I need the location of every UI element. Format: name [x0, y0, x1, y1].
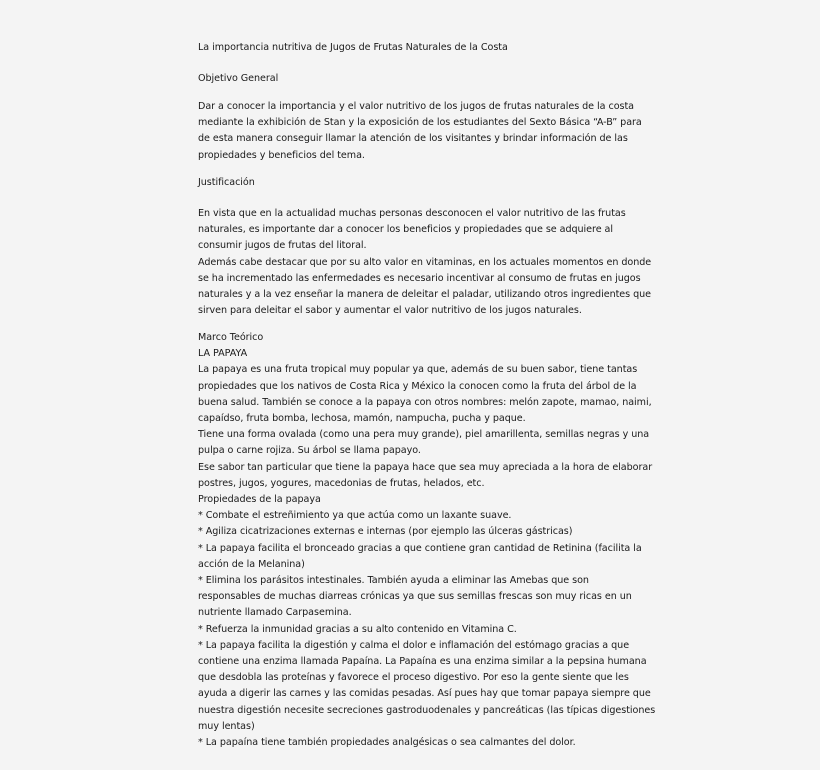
text-line: buena salud. También se conoce a la papaya con otros nombres: melón zapote, mamao, naimi,: [198, 396, 652, 408]
text-line: se ha incrementado las enfermedades es necesario incentivar al consumo de frutas en jugos: [198, 272, 641, 284]
text-line: nutriente llamado Carpasemina.: [198, 607, 352, 619]
bullet-item: * La papaína tiene también propiedades analgésicas o sea calmantes del dolor.: [198, 737, 576, 749]
heading-objetivo-general: Objetivo General: [198, 73, 279, 84]
text-line: que desdobla las proteínas y favorece el proceso digestivo. Por eso la gente siente que les: [198, 672, 629, 684]
text-line: muy lentas): [198, 720, 255, 732]
document-title: La importancia nutritiva de Jugos de Frutas Naturales de la Costa: [198, 42, 508, 53]
text-line: postres, jugos, yogures, macedonias de frutas, helados, etc.: [198, 477, 485, 489]
text-line: ayuda a digerir las carnes y las comidas pesadas. Así pues hay que tomar papaya siempre que: [198, 688, 651, 700]
section-marco-teorico: [198, 330, 655, 751]
heading-justificacion: Justificación: [198, 177, 255, 188]
text-line: naturales, es importante dar a conocer los beneficios y propiedades que se adquiere al: [198, 224, 614, 236]
text-line: responsables de muchas diarreas crónicas ya que sus semillas frescas son muy ricas en un: [198, 591, 632, 603]
text-line: contiene una enzima llamada Papaína. La Papaína es una enzima similar a la pepsina humana: [198, 656, 647, 668]
text-line: pulpa o carne rojiza. Su árbol se llama papayo.: [198, 445, 421, 457]
text-line: nuestra digestión necesite secreciones gastroduodenales y pancreáticas (las típicas digestiones: [198, 704, 656, 716]
text-line: Tiene una forma ovalada (como una pera muy grande), piel amarillenta, semillas negras y una: [198, 429, 650, 441]
text-line: propiedades y beneficios del tema.: [198, 149, 365, 161]
bullet-item: * Elimina los parásitos intestinales. También ayuda a eliminar las Amebas que son: [198, 575, 589, 587]
text-line: Dar a conocer la importancia y el valor nutritivo de los jugos de frutas naturales de la costa: [198, 101, 635, 112]
bullet-item: * La papaya facilita el bronceado gracias a que contiene gran cantidad de Retinina (facilita la: [198, 542, 642, 554]
subheading-la-papaya: LA PAPAYA: [198, 348, 248, 360]
bullet-item: * La papaya facilita la digestión y calma el dolor e inflamación del estómago gracias a que: [198, 639, 630, 651]
text-line: acción de la Melanina): [198, 558, 305, 570]
bullet-item: * Agiliza cicatrizaciones externas e internas (por ejemplo las úlceras gástricas): [198, 526, 573, 538]
text-line: propiedades que los nativos de Costa Rica y México la conocen como la fruta del árbol de la: [198, 380, 637, 392]
text-line: sirven para deleitar el sabor y aumentar el valor nutritivo de los jugos naturales.: [198, 305, 582, 317]
text-line: capaídso, fruta bomba, lechosa, mamón, nampucha, pucha y paque.: [198, 413, 526, 425]
text-line: consumir jugos de frutas del litoral.: [198, 240, 367, 252]
text-line: Además cabe destacar que por su alto valor en vitaminas, en los actuales momentos en donde: [198, 256, 652, 268]
bullet-item: * Combate el estreñimiento ya que actúa como un laxante suave.: [198, 510, 512, 522]
text-line: En vista que en la actualidad muchas personas desconocen el valor nutritivo de las frutas: [198, 208, 626, 219]
paragraph-justificacion: [198, 206, 651, 319]
text-line: mediante la exhibición de Stan y la exposición de los estudiantes del Sexto Básica “A-B” para: [198, 117, 642, 129]
subheading-propiedades: Propiedades de la papaya: [198, 494, 321, 506]
paragraph-objetivo: [198, 99, 642, 164]
bullet-item: * Refuerza la inmunidad gracias a su alto contenido en Vitamina C.: [198, 623, 517, 635]
text-line: de esta manera conseguir llamar la atención de los visitantes y brindar información de las: [198, 133, 628, 145]
text-line: La papaya es una fruta tropical muy popular ya que, además de su buen sabor, tiene tantas: [198, 364, 638, 376]
text-line: naturales y a la vez enseñar la manera de deleitar el paladar, utilizando otros ingredientes que: [198, 289, 652, 301]
heading-marco-teorico: Marco Teórico: [198, 332, 264, 343]
text-line: Ese sabor tan particular que tiene la papaya hace que sea muy apreciada a la hora de elaborar: [198, 461, 653, 473]
